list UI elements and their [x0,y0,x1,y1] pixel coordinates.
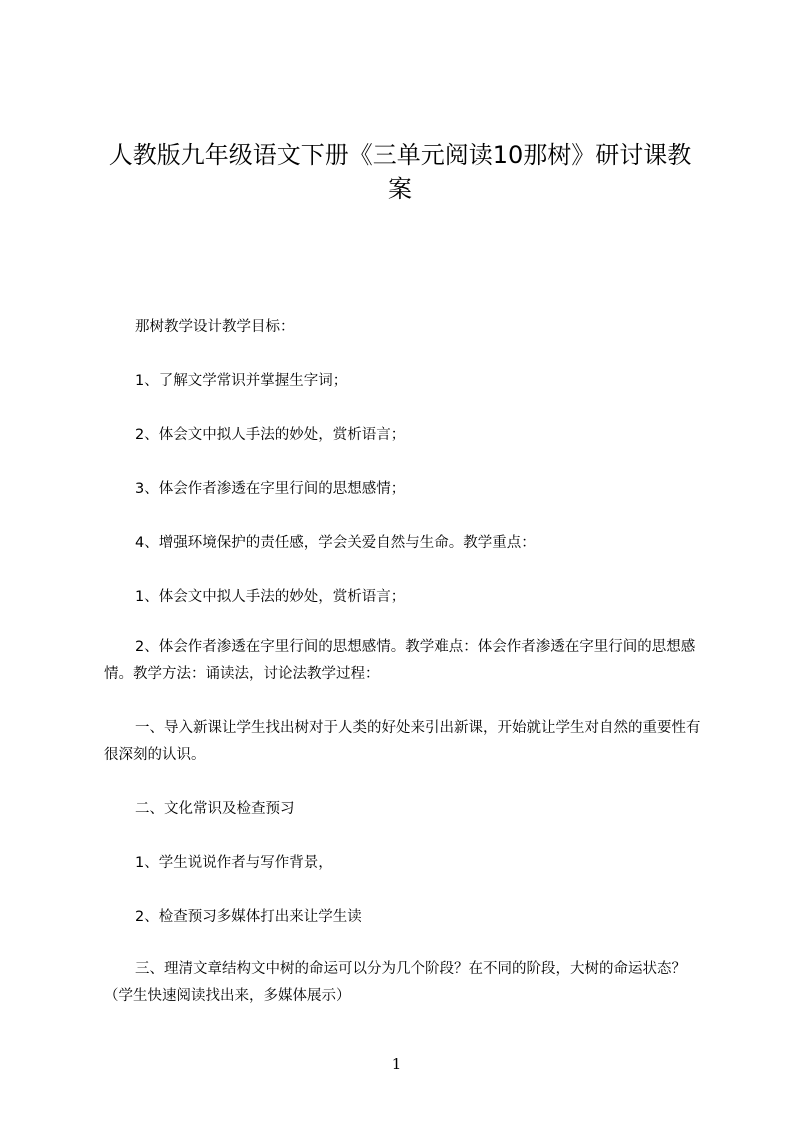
paragraph-teaching-goals: 那树教学设计教学目标： [135,319,295,335]
paragraph-section-3: 三、理清文章结构文中树的命运可以分为几个阶段？在不同的阶段，大树的命运状态？（学生快速阅读找出来，多媒体展示） [104,961,686,1004]
paragraph-goal-1: 1、了解文学常识并掌握生字词； [135,373,348,389]
paragraph-section-2-item-1: 1、学生说说作者与写作背景， [135,855,333,871]
page-number: 1 [391,1055,402,1073]
paragraph-key-point-1: 1、体会文中拟人手法的妙处，赏析语言； [135,589,406,605]
paragraph-goal-4: 4、增强环境保护的责任感，学会关爱自然与生命。教学重点： [135,535,536,551]
paragraph-key-point-2: 2、体会作者渗透在字里行间的思想感情。教学难点：体会作者渗透在字里行间的思想感情。教学方法：诵读法，讨论法教学过程： [104,639,696,682]
paragraph-section-1: 一、导入新课让学生找出树对于人类的好处来引出新课，开始就让学生对自然的重要性有很深刻的认识。 [104,720,701,763]
paragraph-goal-3: 3、体会作者渗透在字里行间的思想感情； [135,481,406,497]
paragraph-goal-2: 2、体会文中拟人手法的妙处，赏析语言； [135,427,406,443]
paragraph-section-2: 二、文化常识及检查预习 [135,801,295,817]
document-title: 人教版九年级语文下册《三单元阅读10那树》研讨课教案 [108,141,692,203]
paragraph-section-2-item-2: 2、检查预习多媒体打出来让学生读 [135,909,362,925]
